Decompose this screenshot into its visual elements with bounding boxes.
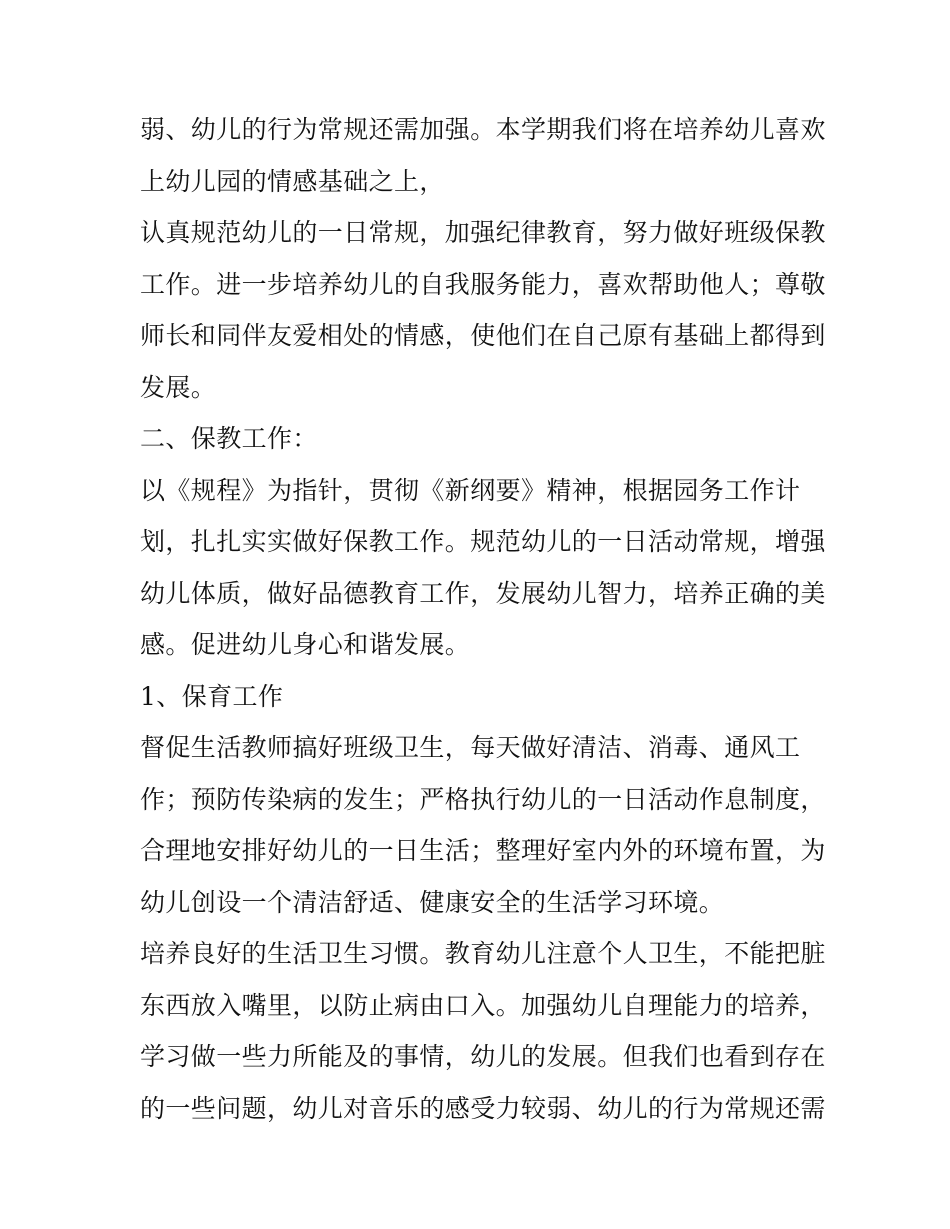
text-line: 以《规程》为指针，贯彻《新纲要》精神，根据园务工作计 <box>140 475 801 505</box>
text-line: 认真规范幼儿的一日常规，加强纪律教育，努力做好班级保教 <box>140 218 826 247</box>
text-line: 划，扎扎实实做好保教工作。规范幼儿的一日活动常规，增强 <box>140 527 826 556</box>
text-line: 督促生活教师搞好班级卫生，每天做好清洁、消毒、通风工 <box>140 733 801 762</box>
text-line: 幼儿创设一个清洁舒适、健康安全的生活学习环境。 <box>140 887 725 917</box>
text-line: 作；预防传染病的发生；严格执行幼儿的一日活动作息制度， <box>140 784 826 814</box>
subsection-heading: 1、保育工作 <box>140 681 284 711</box>
text-line: 学习做一些力所能及的事情，幼儿的发展。但我们也看到存在 <box>140 1042 826 1071</box>
text-line: 的一些问题，幼儿对音乐的感受力较弱、幼儿的行为常规还需 <box>140 1093 826 1123</box>
text-line: 感。促进幼儿身心和谐发展。 <box>140 630 471 659</box>
document-body <box>140 104 830 1134</box>
text-line: 上幼儿园的情感基础之上， <box>140 166 445 196</box>
text-line: 弱、幼儿的行为常规还需加强。本学期我们将在培养幼儿喜欢 <box>140 115 826 144</box>
text-line: 培养良好的生活卫生习惯。教育幼儿注意个人卫生，不能把脏 <box>140 939 826 968</box>
text-line: 幼儿体质，做好品德教育工作，发展幼儿智力，培养正确的美 <box>140 578 826 608</box>
text-line: 师长和同伴友爱相处的情感，使他们在自己原有基础上都得到 <box>140 321 826 350</box>
text-line: 发展。 <box>140 372 217 402</box>
text-line: 东西放入嘴里，以防止病由口入。加强幼儿自理能力的培养， <box>140 990 826 1020</box>
text-line: 工作。进一步培养幼儿的自我服务能力，喜欢帮助他人；尊敬 <box>140 269 826 299</box>
section-heading: 二、保教工作： <box>140 424 318 453</box>
text-line: 合理地安排好幼儿的一日生活；整理好室内外的环境布置，为 <box>140 836 826 865</box>
